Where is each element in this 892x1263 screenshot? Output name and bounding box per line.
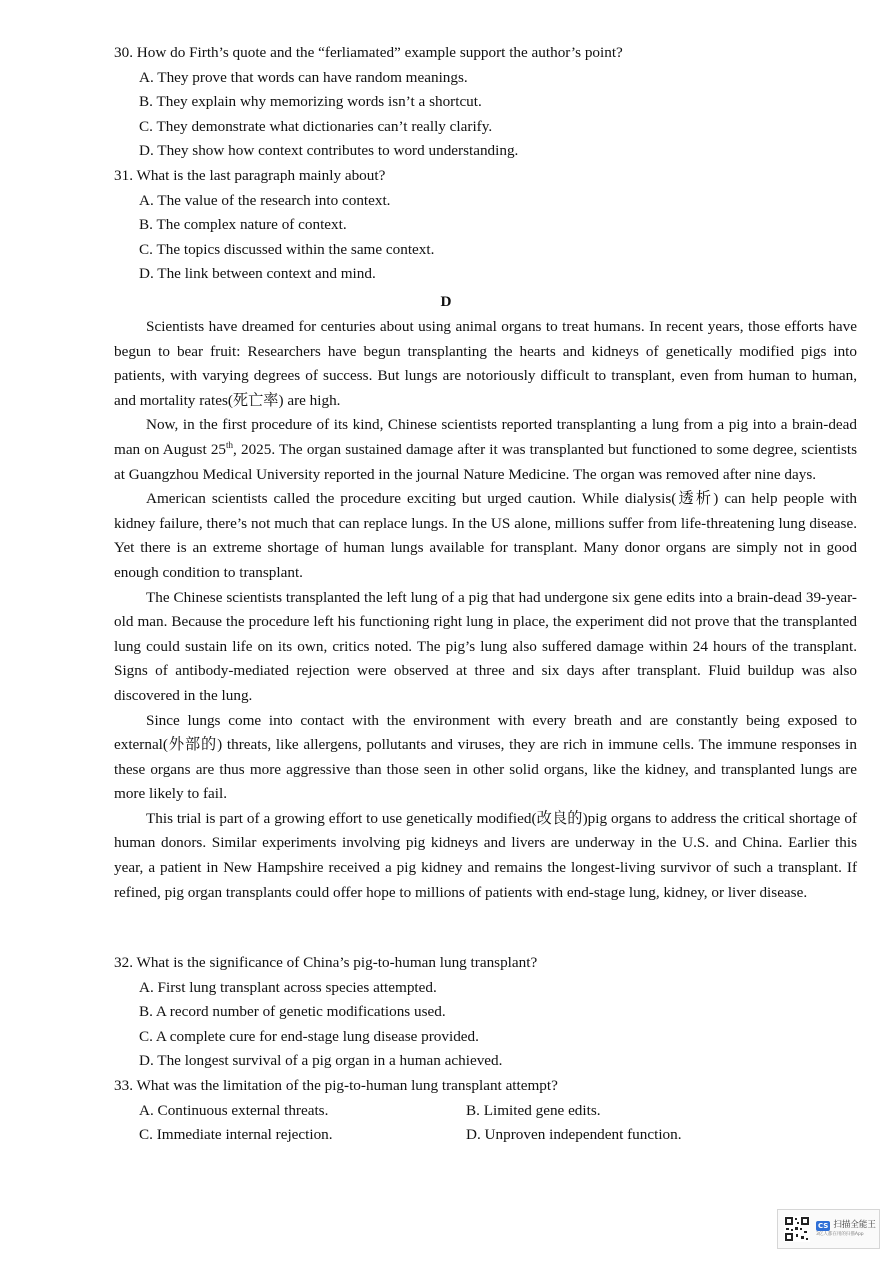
option-d: D. Unproven independent function. <box>466 1126 682 1144</box>
option-c: C. They demonstrate what dictionaries can’t really clarify. <box>139 117 493 135</box>
brand-name: 扫描全能王 <box>833 1220 876 1230</box>
superscript: th <box>226 439 234 450</box>
question-32 <box>114 951 859 1074</box>
question-30 <box>114 41 859 164</box>
paragraph-text: , 2025. The organ sustained damage after it was transplanted but functioned to some degree, scientists at Guangzhou Medical University reported in the journal Nature Medicine. The organ was removed after nine days. <box>114 440 857 483</box>
option-row <box>139 1123 859 1148</box>
option-row <box>139 1099 859 1124</box>
watermark-text <box>816 1220 876 1238</box>
question-stem: 31. What is the last paragraph mainly about? <box>114 167 386 184</box>
passage-paragraph: Since lungs come into contact with the environment with every breath and are constantly being exposed to external(外部的) threats, like allergens, pollutants and viruses, they are rich in immune cells. The immune responses in these organs are thus more aggressive than those seen in other solid organs, like the kidney, and transplanted lungs are more likely to fail. <box>114 711 857 803</box>
option-d: D. The link between context and mind. <box>139 265 376 283</box>
passage-paragraph: The Chinese scientists transplanted the left lung of a pig that had undergone six gene edits into a brain-dead 39-year-old man. Because the procedure left his functioning right lung in place, the experiment did not prove that the transplanted lung could sustain life on its own, critics noted. The pig’s lung also suffered damage within 24 hours of the transplant. Signs of antibody-mediated rejection were observed at three and six days after transplant. Fluid buildup was also discovered in the lung. <box>114 588 857 704</box>
passage-paragraph <box>114 413 857 487</box>
option-b: B. They explain why memorizing words isn’t a shortcut. <box>139 93 482 111</box>
option-a: A. The value of the research into context. <box>139 191 391 209</box>
camscanner-logo-icon: CS <box>818 1221 829 1230</box>
brand-slogan: 3亿人都在用的扫描App <box>816 1232 864 1237</box>
scanner-watermark <box>777 1209 880 1249</box>
option-c: C. Immediate internal rejection. <box>139 1126 333 1144</box>
option-b: B. Limited gene edits. <box>466 1101 601 1119</box>
passage-paragraph: Scientists have dreamed for centuries about using animal organs to treat humans. In recent years, those efforts have begun to bear fruit: Researchers have begun transplanting the hearts and kidneys of genetically modified pigs into patients, with varying degrees of success. But lungs are notoriously difficult to transplant, even from human to human, and mortality rates(死亡率) are high. <box>114 318 857 409</box>
option-b: B. The complex nature of context. <box>139 216 347 234</box>
question-31 <box>114 164 859 287</box>
option-a: A. Continuous external threats. <box>139 1101 329 1119</box>
option-a: A. They prove that words can have random meanings. <box>139 68 468 86</box>
option-a: A. First lung transplant across species attempted. <box>139 978 437 996</box>
passage-paragraph: This trial is part of a growing effort to use genetically modified(改良的)pig organs to address the critical shortage of human donors. Similar experiments involving pig kidneys and livers are underway in the U.S. and China. Earlier this year, a patient in New Hampshire received a pig kidney and remains the longest-living survivor of such a transplant. If refined, pig organ transplants could offer hope to millions of patients with end-stage lung, kidney, or liver disease. <box>114 809 857 901</box>
question-stem: 33. What was the limitation of the pig-to-human lung transplant attempt? <box>114 1077 558 1094</box>
option-d: D. The longest survival of a pig organ in a human achieved. <box>139 1052 503 1070</box>
passage-paragraph: American scientists called the procedure exciting but urged caution. While dialysis(透析) can help people with kidney failure, there’s not much that can replace lungs. In the US alone, millions suffer from life-threatening lung disease. Yet there is an extreme shortage of human lungs available for transplant. Many donor organs are simply not in good enough condition to transplant. <box>114 490 857 581</box>
option-c: C. The topics discussed within the same context. <box>139 240 435 258</box>
section-title: D <box>440 293 452 310</box>
qr-code-icon <box>784 1216 810 1242</box>
option-d: D. They show how context contributes to word understanding. <box>139 142 519 160</box>
watermark-brand <box>816 1220 876 1231</box>
option-c: C. A complete cure for end-stage lung disease provided. <box>139 1027 479 1045</box>
question-stem: 32. What is the significance of China’s pig-to-human lung transplant? <box>114 954 538 971</box>
reading-passage <box>114 315 857 905</box>
paragraph-text: Now, in the first procedure of its kind, Chinese scientists reported transplanting a lung from a pig into a brain-dead man on August 25 <box>114 416 857 458</box>
question-33 <box>114 1074 859 1148</box>
option-b: B. A record number of genetic modifications used. <box>139 1003 446 1021</box>
question-stem: 30. How do Firth’s quote and the “ferliamated” example support the author’s point? <box>114 44 623 61</box>
